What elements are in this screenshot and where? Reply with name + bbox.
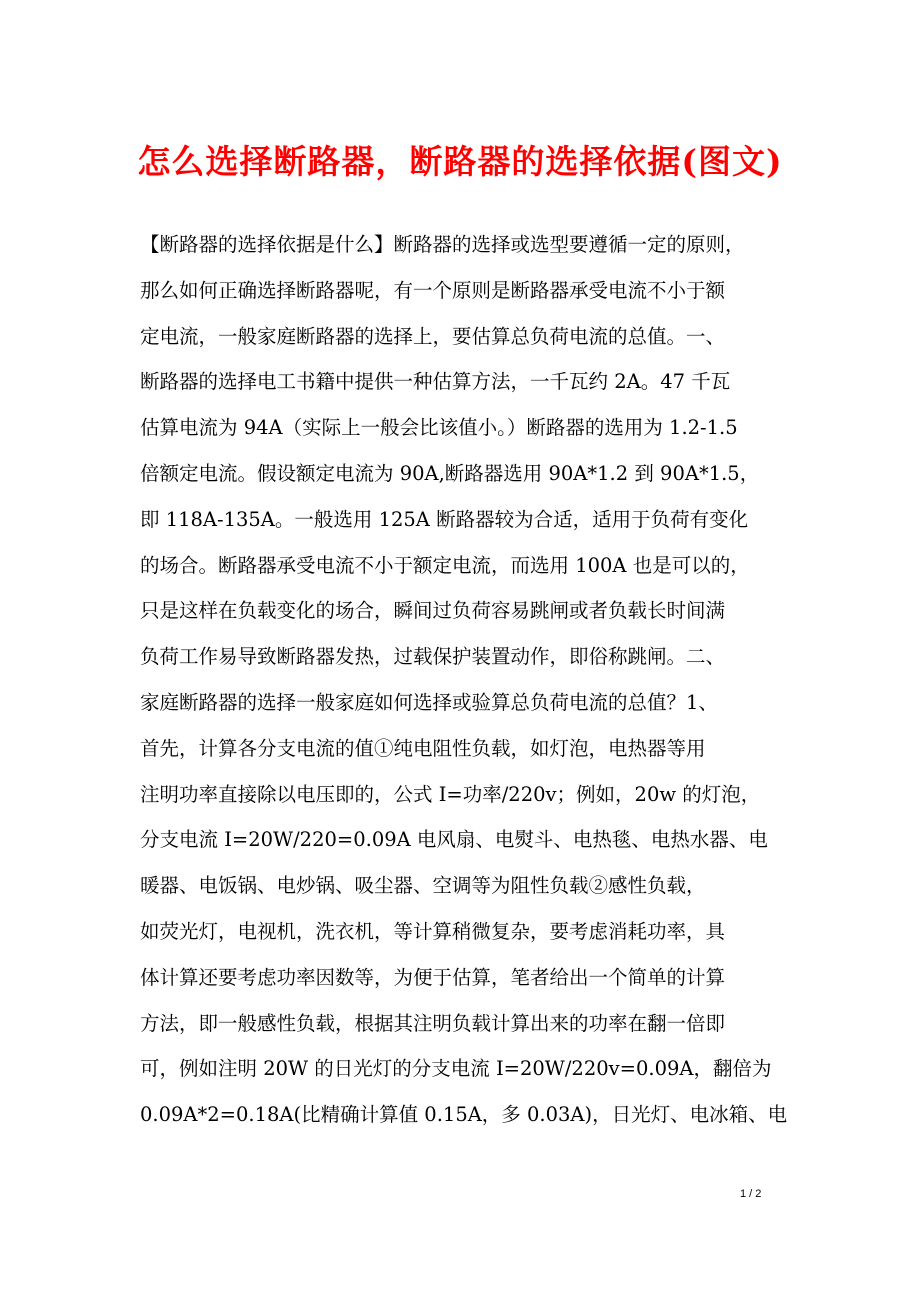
body-line: 首先，计算各分支电流的值①纯电阻性负载，如灯泡，电热器等用 (140, 736, 706, 760)
body-line: 分支电流 I=20W/220=0.09A 电风扇、电熨斗、电热毯、电热水器、电 (140, 828, 768, 852)
body-line: 负荷工作易导致断路器发热，过载保护装置动作，即俗称跳闸。二、 (140, 645, 726, 669)
body-line: 注明功率直接除以电压即的，公式 I=功率/220v；例如，20w 的灯泡， (140, 782, 761, 806)
body-line: 只是这样在负载变化的场合，瞬间过负荷容易跳闸或者负载长时间满 (140, 599, 726, 623)
body-line: 那么如何正确选择断路器呢，有一个原则是断路器承受电流不小于额 (140, 278, 726, 302)
body-line: 方法，即一般感性负载，根据其注明负载计算出来的功率在翻一倍即 (140, 1011, 726, 1035)
body-line: 如荧光灯，电视机，洗衣机，等计算稍微复杂，要考虑消耗功率，具 (140, 919, 726, 943)
document-title: 怎么选择断路器，断路器的选择依据(图文) (137, 142, 783, 181)
body-line: 0.09A*2=0.18A(比精确计算值 0.15A，多 0.03A)，日光灯、电冰箱、电 (140, 1103, 788, 1127)
body-line: 定电流，一般家庭断路器的选择上，要估算总负荷电流的总值。一、 (140, 324, 726, 348)
body-line: 可，例如注明 20W 的日光灯的分支电流 I=20W/220v=0.09A，翻倍为 (140, 1057, 772, 1081)
body-line: 倍额定电流。假设额定电流为 90A,断路器选用 90A*1.2 到 90A*1.5， (140, 461, 760, 485)
body-line: 断路器的选择电工书籍中提供一种估算方法，一千瓦约 2A。47 千瓦 (140, 370, 731, 394)
body-line: 家庭断路器的选择一般家庭如何选择或验算总负荷电流的总值？1、 (140, 690, 718, 714)
page-number: 1 / 2 (740, 1188, 762, 1200)
body-line: 即 118A-135A。一般选用 125A 断路器较为合适，适用于负荷有变化 (140, 507, 749, 531)
body-line: 【断路器的选择依据是什么】断路器的选择或选型要遵循一定的原则， (140, 233, 745, 256)
document-body (140, 222, 790, 1138)
body-line: 暖器、电饭锅、电炒锅、吸尘器、空调等为阻性负载②感性负载， (140, 874, 706, 898)
body-line: 估算电流为 94A（实际上一般会比该值小。）断路器的选用为 1.2-1.5 (140, 416, 738, 440)
body-line: 体计算还要考虑功率因数等，为便于估算，笔者给出一个简单的计算 (140, 965, 726, 989)
body-line: 的场合。断路器承受电流不小于额定电流，而选用 100A 也是可以的， (140, 553, 750, 577)
